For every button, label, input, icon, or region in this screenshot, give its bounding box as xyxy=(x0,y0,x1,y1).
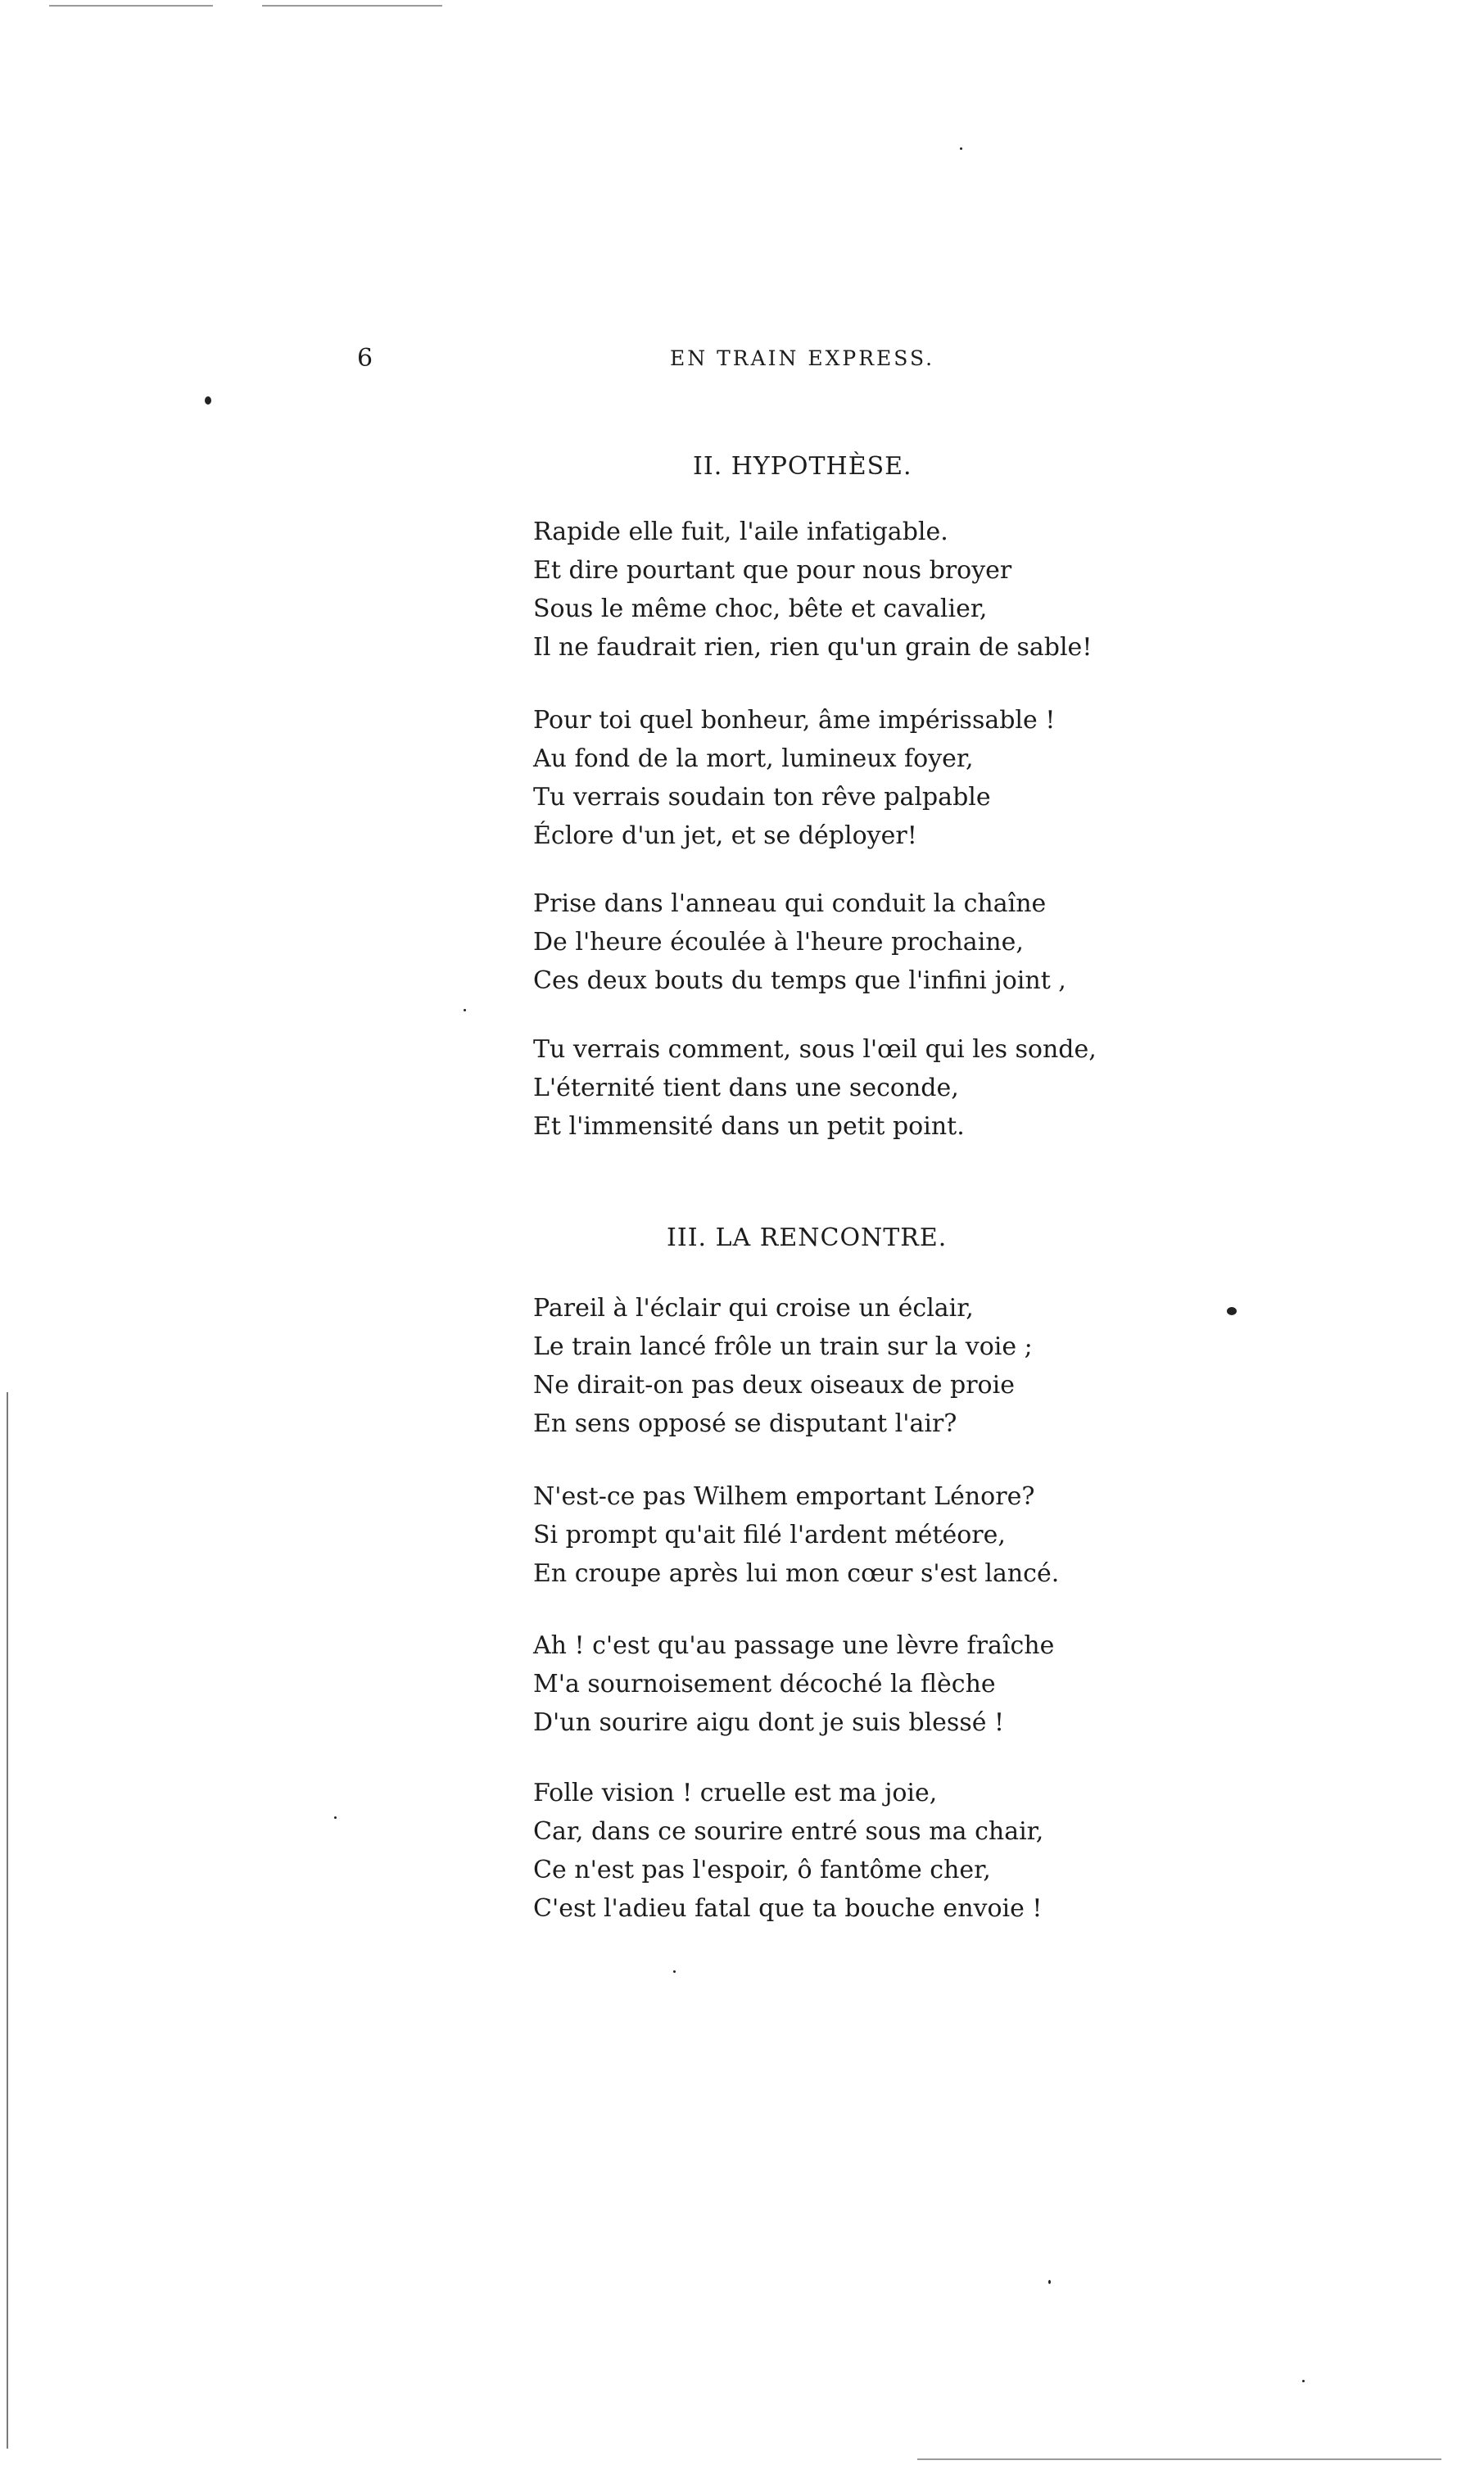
section-heading-hypothese: II. HYPOTHÈSE. xyxy=(693,452,912,481)
stanza-2-4 xyxy=(533,1030,1097,1146)
verse-line: Ne dirait-on pas deux oiseaux de proie xyxy=(533,1371,1015,1400)
verse-line: Ces deux bouts du temps que l'infini joint , xyxy=(533,966,1066,995)
verse-line: Il ne faudrait rien, rien qu'un grain de sable! xyxy=(533,633,1093,662)
verse-line: D'un sourire aigu dont je suis blessé ! xyxy=(533,1708,1005,1737)
ink-speck xyxy=(1227,1307,1237,1315)
verse-line: Tu verrais comment, sous l'œil qui les sonde, xyxy=(533,1035,1097,1064)
ink-speck xyxy=(1302,2380,1305,2382)
ink-speck xyxy=(673,1970,676,1973)
verse-line: Tu verrais soudain ton rêve palpable xyxy=(533,783,991,812)
verse-line: Ce n'est pas l'espoir, ô fantôme cher, xyxy=(533,1856,991,1884)
verse-line: Éclore d'un jet, et se déployer! xyxy=(533,821,917,850)
stanza-3-3 xyxy=(533,1626,1054,1742)
verse-line: De l'heure écoulée à l'heure prochaine, xyxy=(533,928,1024,957)
stanza-2-2 xyxy=(533,701,1055,855)
verse-line: Pour toi quel bonheur, âme impérissable ! xyxy=(533,706,1056,735)
verse-line: L'éternité tient dans une seconde, xyxy=(533,1074,959,1102)
stanza-3-1 xyxy=(533,1289,1033,1443)
verse-line: C'est l'adieu fatal que ta bouche envoie ! xyxy=(533,1894,1043,1923)
verse-line: Rapide elle fuit, l'aile infatigable. xyxy=(533,518,948,546)
verse-line: Sous le même choc, bête et cavalier, xyxy=(533,595,988,623)
ink-speck xyxy=(960,147,962,150)
verse-line: M'a sournoisement décoché la flèche xyxy=(533,1670,996,1698)
ink-speck xyxy=(464,1009,466,1011)
scan-edge-mark xyxy=(917,2458,1441,2460)
verse-line: Pareil à l'éclair qui croise un éclair, xyxy=(533,1294,974,1323)
stanza-3-2 xyxy=(533,1477,1059,1593)
verse-line: Et l'immensité dans un petit point. xyxy=(533,1112,965,1141)
scan-edge-mark xyxy=(262,5,442,7)
stanza-2-1 xyxy=(533,513,1092,667)
ink-speck xyxy=(334,1816,337,1819)
verse-line: Prise dans l'anneau qui conduit la chaîne xyxy=(533,889,1047,918)
verse-line: Si prompt qu'ait filé l'ardent météore, xyxy=(533,1521,1006,1549)
running-head xyxy=(0,342,1484,375)
scan-margin-line xyxy=(7,1392,8,2449)
scan-edge-mark xyxy=(49,5,213,7)
verse-line: En sens opposé se disputant l'air? xyxy=(533,1409,957,1438)
ink-speck xyxy=(1048,2280,1051,2284)
running-title: EN TRAIN EXPRESS. xyxy=(670,346,935,370)
page-number: 6 xyxy=(357,344,374,373)
verse-line: Ah ! c'est qu'au passage une lèvre fraîche xyxy=(533,1631,1055,1660)
verse-line: En croupe après lui mon cœur s'est lancé. xyxy=(533,1559,1060,1588)
section-heading-la-rencontre: III. LA RENCONTRE. xyxy=(667,1223,948,1252)
stanza-2-3 xyxy=(533,884,1066,1000)
verse-line: Au fond de la mort, lumineux foyer, xyxy=(533,744,974,773)
ink-speck xyxy=(205,396,211,405)
verse-line: N'est-ce pas Wilhem emportant Lénore? xyxy=(533,1482,1035,1511)
verse-line: Car, dans ce sourire entré sous ma chair, xyxy=(533,1817,1044,1846)
verse-line: Le train lancé frôle un train sur la voie ; xyxy=(533,1332,1033,1361)
verse-line: Et dire pourtant que pour nous broyer xyxy=(533,556,1012,585)
verse-line: Folle vision ! cruelle est ma joie, xyxy=(533,1779,938,1807)
stanza-3-4 xyxy=(533,1774,1043,1928)
